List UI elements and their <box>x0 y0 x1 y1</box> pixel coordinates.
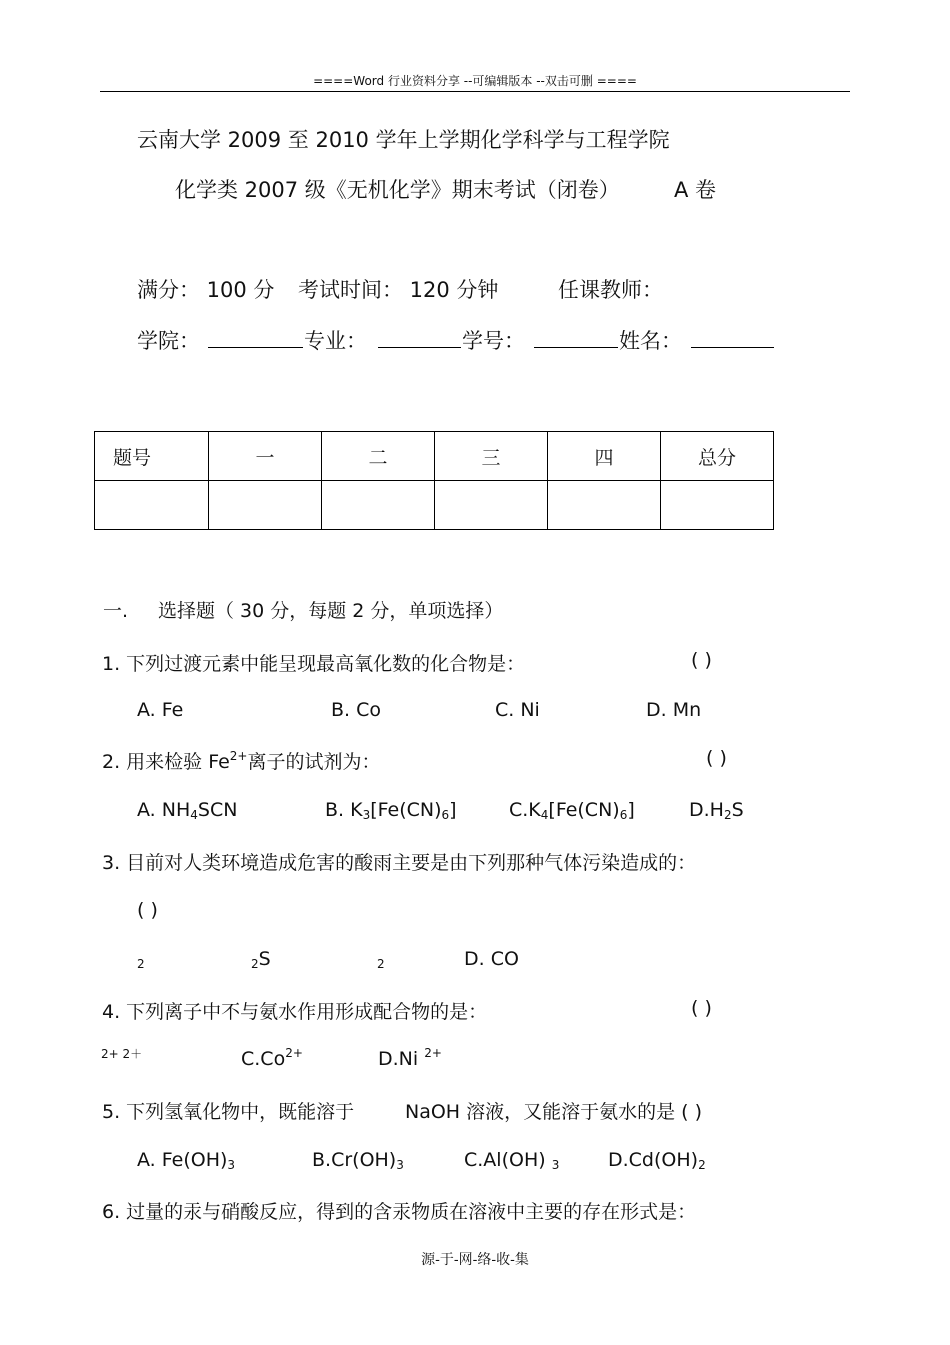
q2-d-subscript: 2 <box>723 808 732 822</box>
question-5-stem-end: NaOH 溶液，又能溶于氨水的是 ( ) <box>405 1101 703 1123</box>
q2-c-subscript: 4 <box>540 808 549 822</box>
q5-b-text: B.Cr(OH) <box>312 1149 397 1171</box>
q4-c-charge: 2+ <box>285 1046 303 1060</box>
q3-option-fragment-3[interactable]: 2 <box>377 957 385 971</box>
q1-option-d[interactable]: D. Mn <box>646 699 702 721</box>
student-id-blank[interactable] <box>534 333 618 348</box>
q5-b-subscript: 3 <box>396 1158 404 1172</box>
score-table-score-row <box>95 481 774 530</box>
q5-option-b[interactable] <box>312 1149 404 1171</box>
question-3-answer-paren[interactable]: ( ) <box>137 899 158 921</box>
q2-b-subscript-2: 6 <box>441 808 450 822</box>
q3-subscript: 2 <box>251 957 259 971</box>
q2-ion-charge: 2+ <box>229 749 248 763</box>
question-2-answer-paren[interactable]: ( ) <box>706 747 727 769</box>
question-6-stem: 6. 过量的汞与硝酸反应，得到的含汞物质在溶液中主要的存在形式是： <box>102 1201 697 1223</box>
q5-a-text: A. Fe(OH) <box>137 1149 228 1171</box>
q2-option-a[interactable] <box>137 799 237 821</box>
q2-a-subscript: 4 <box>190 808 198 822</box>
score-table <box>94 431 774 530</box>
q1-option-b[interactable]: B. Co <box>331 699 382 721</box>
score-cell[interactable] <box>95 481 209 530</box>
q2-option-d[interactable] <box>689 799 744 821</box>
question-4-answer-paren[interactable]: ( ) <box>691 997 712 1019</box>
score-header-cell: 三 <box>435 432 548 481</box>
q3-option-fragment-1[interactable]: 2 <box>137 957 145 971</box>
q2-b-text-mid: [Fe(CN) <box>370 799 442 821</box>
q4-d-text: D.Ni <box>378 1048 425 1070</box>
score-header-cell: 总分 <box>661 432 774 481</box>
page-header: ====Word 行业资料分享 --可编辑版本 --双击可删 ==== <box>313 74 637 88</box>
question-2-stem <box>102 747 381 774</box>
question-3-stem: 3. 目前对人类环境造成危害的酸雨主要是由下列那种气体污染造成的： <box>102 852 697 874</box>
q2-d-text: D.H <box>689 799 724 821</box>
score-header-cell: 一 <box>209 432 322 481</box>
q5-c-text: C.Al(OH) <box>464 1149 552 1171</box>
q4-c-text: C.Co <box>241 1048 286 1070</box>
section-number: 一. <box>103 600 129 622</box>
q5-d-text: D.Cd(OH) <box>608 1149 699 1171</box>
name-label: 姓名： <box>619 329 682 353</box>
score-header-cell: 二 <box>322 432 435 481</box>
q2-d-text-end: S <box>731 799 744 821</box>
question-5-stem-start: 5. 下列氢氧化物中，既能溶于 <box>102 1101 355 1123</box>
section-title: 选择题（ 30 分，每题 2 分，单项选择） <box>158 600 504 622</box>
q3-option-fragment-2[interactable] <box>251 948 271 970</box>
q4-option-d[interactable] <box>378 1048 442 1070</box>
q1-option-a[interactable]: A. Fe <box>137 699 184 721</box>
header-divider <box>100 91 850 92</box>
q2-option-b[interactable] <box>325 799 457 821</box>
q4-d-charge: 2+ <box>424 1046 442 1060</box>
q2-c-text-mid: [Fe(CN) <box>548 799 620 821</box>
score-header-cell: 题号 <box>95 432 209 481</box>
q2-c-text-end: ] <box>627 799 635 821</box>
score-cell[interactable] <box>435 481 548 530</box>
q2-b-subscript: 3 <box>362 808 371 822</box>
student-id-label: 学号： <box>462 329 525 353</box>
q2-a-text-end: SCN <box>197 799 238 821</box>
score-header-cell: 四 <box>548 432 661 481</box>
q2-a-text: A. NH <box>137 799 191 821</box>
q5-a-subscript: 3 <box>227 1158 236 1172</box>
page-footer: 源-于-网-络-收-集 <box>421 1252 529 1268</box>
q2-option-c[interactable] <box>509 799 635 821</box>
q5-option-c[interactable] <box>464 1149 559 1171</box>
q4-option-c[interactable] <box>241 1048 303 1070</box>
q4-option-ab-fragment[interactable]: 2+ 2＋ <box>101 1047 143 1061</box>
question-4-stem: 4. 下列离子中不与氨水作用形成配合物的是： <box>102 1001 488 1023</box>
name-blank[interactable] <box>691 333 774 348</box>
q2-c-text: C.K <box>509 799 541 821</box>
q2-stem-start: 2. 用来检验 Fe <box>102 751 230 773</box>
q2-b-text: B. K <box>325 799 363 821</box>
question-1-stem: 1. 下列过渡元素中能呈现最高氧化数的化合物是： <box>102 653 526 675</box>
college-blank[interactable] <box>208 333 303 348</box>
score-cell[interactable] <box>548 481 661 530</box>
q5-d-subscript: 2 <box>698 1158 706 1172</box>
paper-variant: A 卷 <box>674 178 717 202</box>
q2-b-text-end: ] <box>449 799 457 821</box>
q1-option-c[interactable]: C. Ni <box>495 699 540 721</box>
score-cell[interactable] <box>322 481 435 530</box>
full-score: 满分： 100 分 <box>137 278 275 302</box>
q5-option-d[interactable] <box>608 1149 706 1171</box>
major-label: 专业： <box>304 329 367 353</box>
score-table-header-row <box>95 432 774 481</box>
exam-time: 考试时间： 120 分钟 <box>298 278 499 302</box>
q5-option-a[interactable] <box>137 1149 235 1171</box>
q3-option-d[interactable]: D. CO <box>464 948 519 970</box>
q2-c-subscript-2: 6 <box>619 808 628 822</box>
score-cell[interactable] <box>661 481 774 530</box>
score-cell[interactable] <box>209 481 322 530</box>
question-1-answer-paren[interactable]: ( ) <box>691 649 712 671</box>
major-blank[interactable] <box>378 333 461 348</box>
college-label: 学院： <box>137 329 200 353</box>
q5-c-subscript: 3 <box>551 1158 560 1172</box>
exam-title-line1: 云南大学 2009 至 2010 学年上学期化学科学与工程学院 <box>137 128 670 152</box>
exam-title-line2: 化学类 2007 级《无机化学》期末考试（闭卷） <box>175 178 620 202</box>
q3-fragment-text: S <box>258 948 271 970</box>
teacher-label: 任课教师： <box>558 278 663 302</box>
q2-stem-end: 离子的试剂为： <box>247 751 381 773</box>
